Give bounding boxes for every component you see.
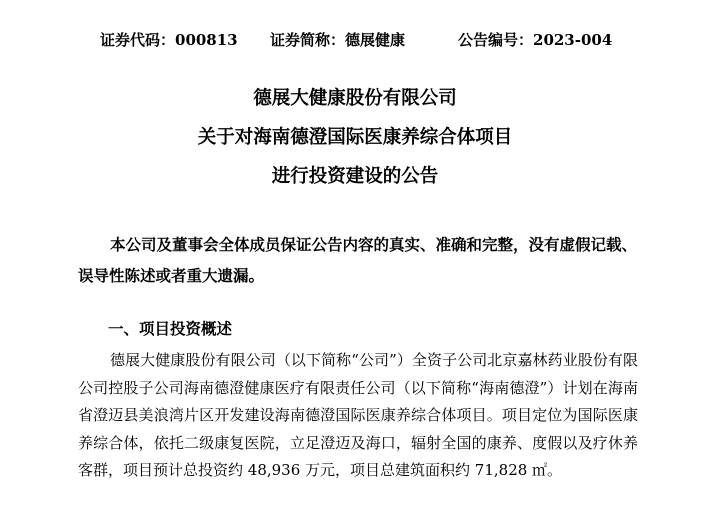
notice-number: 公告编号：2023-004 [458, 31, 613, 49]
stock-code: 证券代码：000813 [100, 31, 238, 49]
stock-short-name: 证券简称：德展健康 [270, 31, 406, 49]
section-heading-project-overview: 一、项目投资概述 [108, 319, 233, 338]
section-paragraph: 德展大健康股份有限公司（以下简称“公司”）全资子公司北京嘉林药业股份有限公司控股子公司海南德澄健康医疗有限责任公司（以下简称“海南德澄”）计划在海南省澄迈县美浪湾片区开发建设海南德澄国际医康养综合体项目。项目定位为国际医康养综合体，依托二级康复医院，立足澄迈及海口，辐射全国的康养、度假以及疗休养客群，项目预计总投资约 48,936 万元，项目总建筑面积约 71,828 ㎡。 [78, 351, 638, 479]
title-suffix: 进行投资建设的公告 [271, 166, 439, 187]
title-subject: 关于对海南德澄国际医康养综合体项目 [197, 127, 513, 148]
title-company: 德展大健康股份有限公司 [253, 88, 457, 109]
board-statement-text: 本公司及董事会全体成员保证公告内容的真实、准确和完整，没有虚假记载、误导性陈述或者重大遗漏。 [78, 235, 638, 285]
board-statement [78, 229, 638, 291]
announcement-header [0, 28, 710, 52]
